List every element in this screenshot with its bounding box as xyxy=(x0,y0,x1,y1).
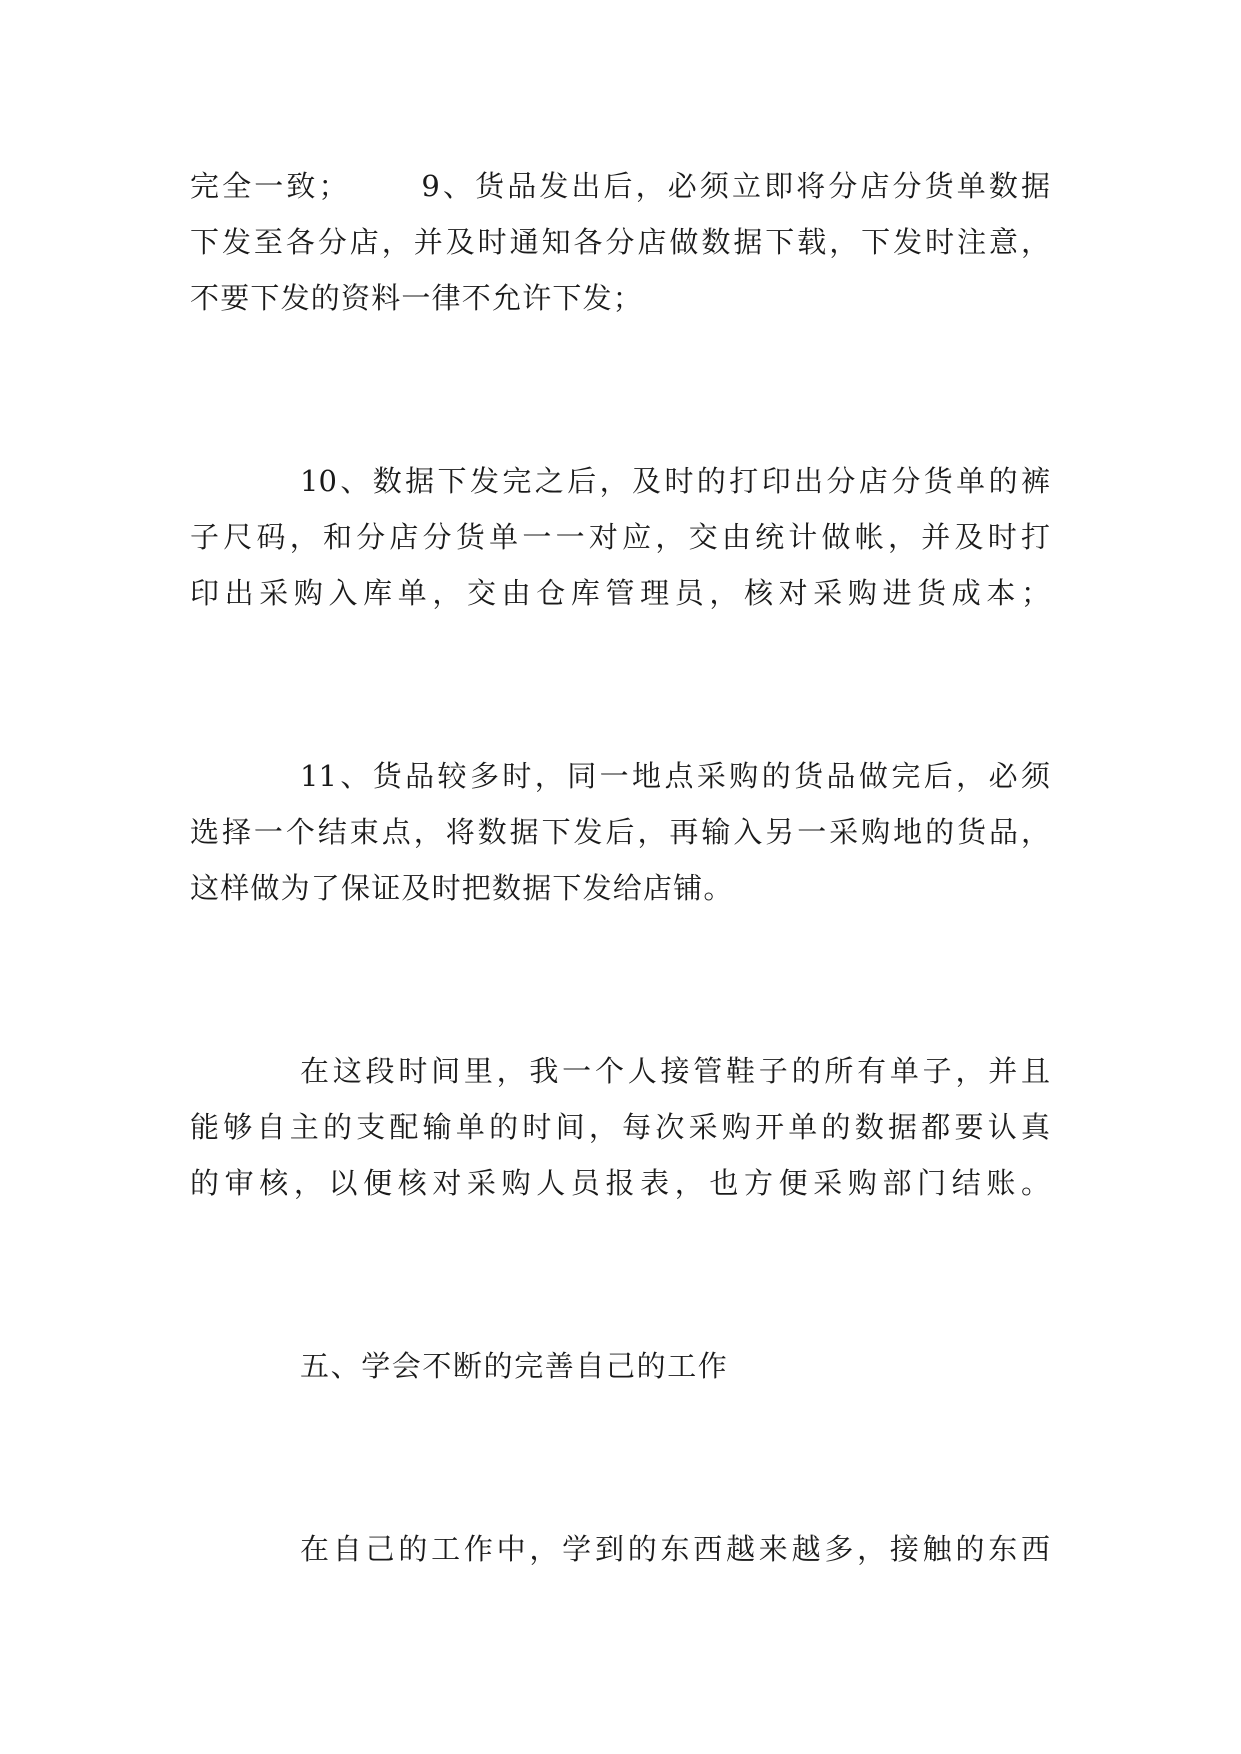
paragraph-4-line-2: 能够自主的支配输单的时间，每次采购开单的数据都要认真 xyxy=(190,1110,1050,1144)
paragraph-3-line-3: 这样做为了保证及时把数据下发给店铺。 xyxy=(190,871,734,905)
paragraph-1-line-2: 下发至各分店，并及时通知各分店做数据下载，下发时注意， xyxy=(190,225,1050,259)
paragraph-4-line-1: 在这段时间里，我一个人接管鞋子的所有单子，并且 xyxy=(300,1054,1050,1088)
section-heading: 五、学会不断的完善自己的工作 xyxy=(300,1349,729,1383)
paragraph-2-line-3: 印出采购入库单，交由仓库管理员，核对采购进货成本； xyxy=(190,576,1050,610)
paragraph-1-line-3: 不要下发的资料一律不允许下发； xyxy=(190,281,644,315)
paragraph-1-line-1: 完全一致； 9、货品发出后，必须立即将分店分货单数据 xyxy=(190,169,1050,203)
paragraph-3-line-2: 选择一个结束点，将数据下发后，再输入另一采购地的货品， xyxy=(190,815,1050,849)
paragraph-4-line-3: 的审核，以便核对采购人员报表，也方便采购部门结账。 xyxy=(190,1166,1050,1200)
paragraph-6-line-1: 在自己的工作中，学到的东西越来越多，接触的东西 xyxy=(300,1532,1050,1566)
paragraph-3-line-1: 11、货品较多时，同一地点采购的货品做完后，必须 xyxy=(300,759,1050,793)
paragraph-2-line-1: 10、数据下发完之后，及时的打印出分店分货单的裤 xyxy=(300,464,1050,498)
paragraph-2-line-2: 子尺码，和分店分货单一一对应，交由统计做帐，并及时打 xyxy=(190,520,1050,554)
